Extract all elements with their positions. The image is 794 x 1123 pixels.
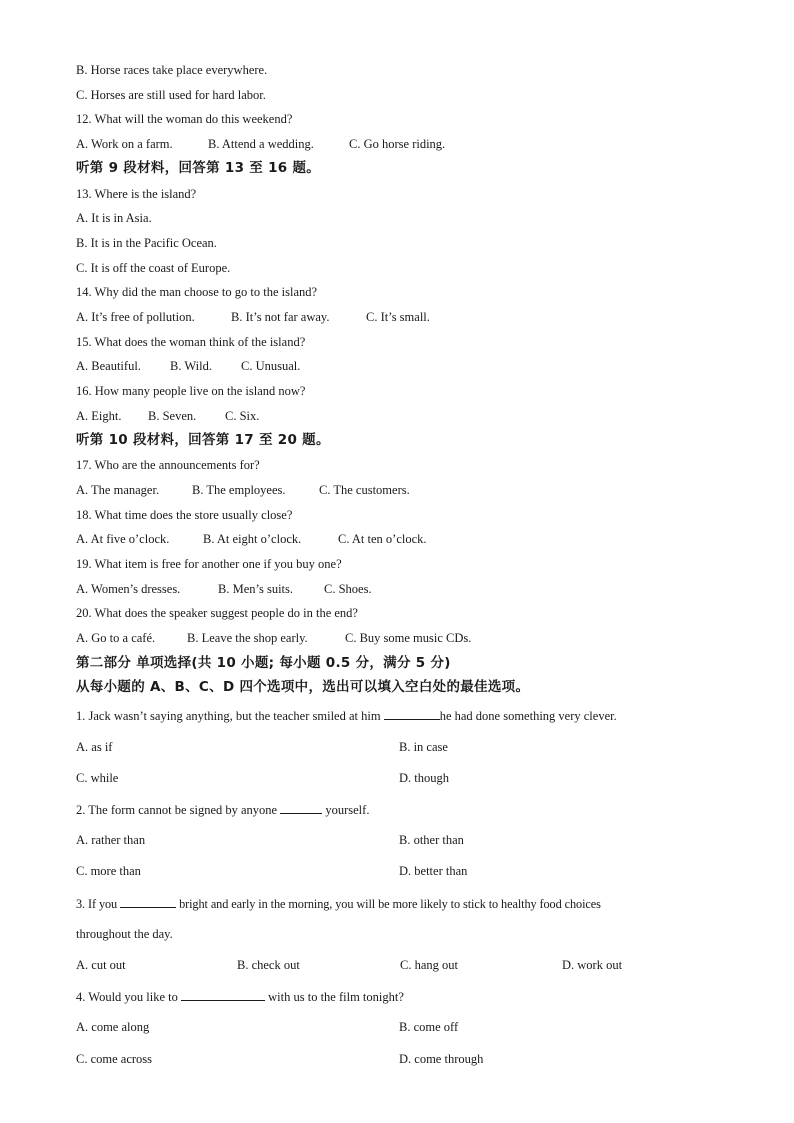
- q12-option-c: C. Go horse riding.: [349, 137, 446, 151]
- mc-q1-blank: [384, 707, 440, 720]
- mc-q3-option-b: B. check out: [237, 958, 300, 972]
- q20-option-a: A. Go to a café.: [76, 631, 156, 645]
- mc-q3-option-c: C. hang out: [400, 958, 458, 972]
- mc-q3-line2: throughout the day.: [76, 927, 173, 941]
- mc-q3-text-after: bright and early in the morning, you will be more likely to stick to healthy food choices: [176, 897, 601, 911]
- mc-q2-option-c: C. more than: [76, 864, 141, 878]
- q19-option-c: C. Shoes.: [324, 582, 372, 596]
- q15-question: 15. What does the woman think of the island?: [76, 335, 306, 349]
- mc-q2: [76, 801, 369, 818]
- q18-question: 18. What time does the store usually close?: [76, 508, 293, 522]
- q19-option-b: B. Men’s suits.: [218, 582, 294, 596]
- q14-option-c: C. It’s small.: [366, 310, 430, 324]
- q18-option-c: C. At ten o’clock.: [338, 532, 427, 546]
- q12-option-a: A. Work on a farm.: [76, 137, 173, 151]
- q13-option-c: C. It is off the coast of Europe.: [76, 261, 231, 275]
- q16-option-c: C. Six.: [225, 409, 260, 423]
- mc-q1: [76, 707, 617, 724]
- q16-option-b: B. Seven.: [148, 409, 197, 423]
- mc-q2-option-b: B. other than: [399, 833, 464, 847]
- q19-option-a: A. Women’s dresses.: [76, 582, 181, 596]
- section10-header: 听第 10 段材料，回答第 17 至 20 题。: [76, 432, 330, 448]
- mc-q4: [76, 988, 404, 1005]
- mc-q4-option-b: B. come off: [399, 1020, 459, 1034]
- q20-option-b: B. Leave the shop early.: [187, 631, 308, 645]
- mc-q4-text-before: 4. Would you like to: [76, 990, 182, 1004]
- q11-option-b: B. Horse races take place everywhere.: [76, 63, 268, 77]
- q15-option-c: C. Unusual.: [241, 359, 301, 373]
- q17-option-a: A. The manager.: [76, 483, 160, 497]
- mc-q2-option-d: D. better than: [399, 864, 468, 878]
- mc-q2-text-after: yourself.: [322, 803, 370, 817]
- mc-q4-option-a: A. come along: [76, 1020, 150, 1034]
- mc-q3-option-d: D. work out: [562, 958, 623, 972]
- mc-q1-option-b: B. in case: [399, 740, 448, 754]
- q14-option-b: B. It’s not far away.: [231, 310, 330, 324]
- mc-q2-option-a: A. rather than: [76, 833, 146, 847]
- q13-option-a: A. It is in Asia.: [76, 211, 152, 225]
- mc-q4-blank: [181, 988, 265, 1001]
- mc-q4-text-after: with us to the film tonight?: [265, 990, 404, 1004]
- q15-option-a: A. Beautiful.: [76, 359, 141, 373]
- part2-title: 第二部分 单项选择(共 10 小题; 每小题 0.5 分，满分 5 分): [76, 655, 451, 671]
- q14-question: 14. Why did the man choose to go to the island?: [76, 285, 318, 299]
- q15-option-b: B. Wild.: [170, 359, 212, 373]
- q18-option-b: B. At eight o’clock.: [203, 532, 302, 546]
- mc-q2-text-before: 2. The form cannot be signed by anyone: [76, 803, 281, 817]
- q12-option-b: B. Attend a wedding.: [208, 137, 314, 151]
- part2-instruction: 从每小题的 A、B、C、D 四个选项中，选出可以填入空白处的最佳选项。: [76, 679, 530, 695]
- mc-q1-option-c: C. while: [76, 771, 119, 785]
- mc-q1-option-a: A. as if: [76, 740, 113, 754]
- q17-option-b: B. The employees.: [192, 483, 286, 497]
- q13-option-b: B. It is in the Pacific Ocean.: [76, 236, 217, 250]
- q16-option-a: A. Eight.: [76, 409, 122, 423]
- q20-option-c: C. Buy some music CDs.: [345, 631, 472, 645]
- mc-q3-text-before: 3. If you: [76, 897, 121, 911]
- mc-q3-blank: [120, 895, 176, 908]
- mc-q4-option-c: C. come across: [76, 1052, 153, 1066]
- q19-question: 19. What item is free for another one if you buy one?: [76, 557, 342, 571]
- q20-question: 20. What does the speaker suggest people do in the end?: [76, 606, 358, 620]
- q17-option-c: C. The customers.: [319, 483, 410, 497]
- q12-question: 12. What will the woman do this weekend?: [76, 112, 293, 126]
- mc-q1-text-before: 1. Jack wasn’t saying anything, but the teacher smiled at him: [76, 709, 384, 723]
- mc-q2-blank: [280, 801, 322, 814]
- q18-option-a: A. At five o’clock.: [76, 532, 170, 546]
- q17-question: 17. Who are the announcements for?: [76, 458, 260, 472]
- mc-q1-option-d: D. though: [399, 771, 449, 785]
- mc-q3-option-a: A. cut out: [76, 958, 126, 972]
- mc-q4-option-d: D. come through: [399, 1052, 484, 1066]
- q14-option-a: A. It’s free of pollution.: [76, 310, 195, 324]
- q11-option-c: C. Horses are still used for hard labor.: [76, 88, 266, 102]
- section9-header: 听第 9 段材料，回答第 13 至 16 题。: [76, 160, 321, 176]
- mc-q3: [76, 895, 719, 912]
- mc-q1-text-after: he had done something very clever.: [439, 709, 617, 723]
- q16-question: 16. How many people live on the island now?: [76, 384, 306, 398]
- q13-question: 13. Where is the island?: [76, 187, 197, 201]
